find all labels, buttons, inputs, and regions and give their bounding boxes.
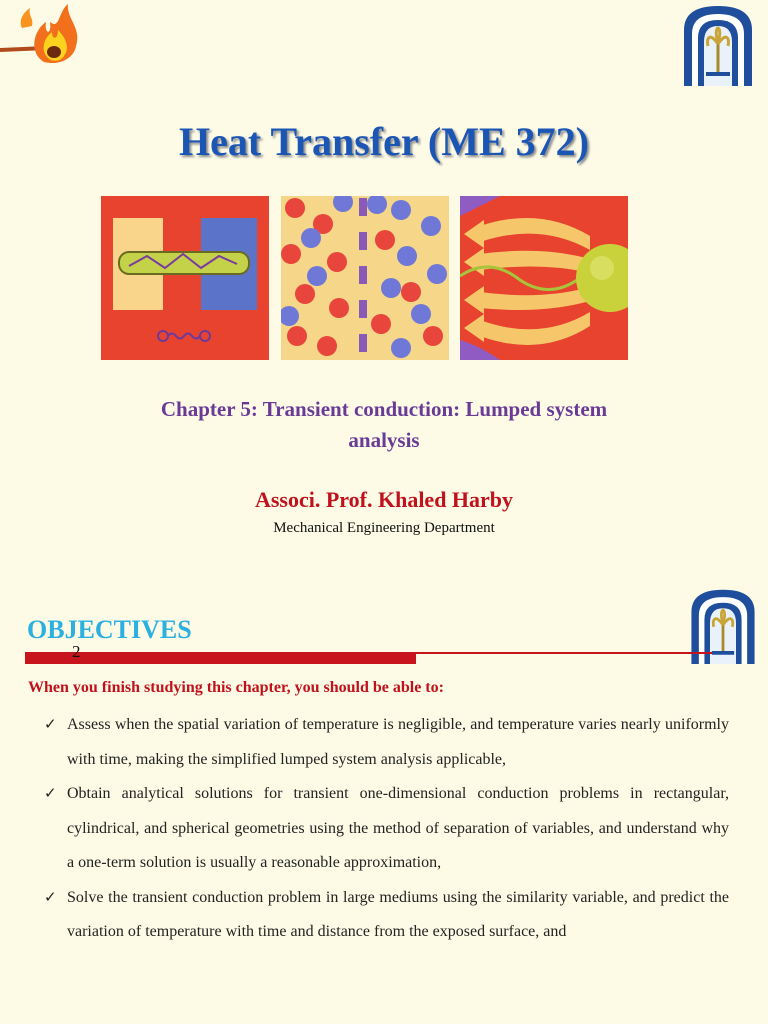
objective-text: Obtain analytical solutions for transient one-dimensional conduction problems in rectangular, cylindrical, and spherical geometries using the method of separation of variables, and understand why a one-term solution is usually a reasonable approximation, — [67, 785, 729, 871]
list-item — [44, 777, 729, 881]
checkmark-icon: ✓ — [44, 717, 57, 733]
course-title: Heat Transfer (ME 372) — [179, 119, 589, 164]
objective-text: Assess when the spatial variation of temperature is negligible, and temperature varies nearly uniformly with time, making the simplified lumped system analysis applicable, — [67, 716, 729, 768]
university-logo-icon — [676, 2, 760, 86]
heading-underline-bar — [25, 653, 416, 664]
objectives-slide — [0, 580, 768, 1024]
author-name: Associ. Prof. Khaled Harby — [254, 487, 514, 512]
conduction-illustration — [101, 196, 269, 360]
checkmark-icon: ✓ — [44, 786, 57, 802]
convection-illustration — [460, 196, 628, 360]
list-item — [44, 708, 729, 777]
illustration-strip — [101, 196, 627, 360]
objectives-list — [44, 708, 729, 950]
objectives-intro: When you finish studying this chapter, you should be able to: — [28, 679, 444, 696]
slide-number: 2 — [72, 642, 81, 661]
department-name: Mechanical Engineering Department — [273, 520, 495, 536]
particle-diffusion-illustration — [281, 196, 449, 360]
chapter-title: Chapter 5: Transient conduction: Lumped system analysis — [160, 397, 608, 452]
list-item — [44, 881, 729, 950]
checkmark-icon: ✓ — [44, 889, 57, 906]
burning-match-icon — [0, 0, 90, 72]
objectives-heading: OBJECTIVES — [27, 615, 192, 644]
objective-text: Solve the transient conduction problem in large mediums using the similarity variable, and predict the variation of temperature with time and distance from the exposed surface, and — [67, 888, 729, 940]
